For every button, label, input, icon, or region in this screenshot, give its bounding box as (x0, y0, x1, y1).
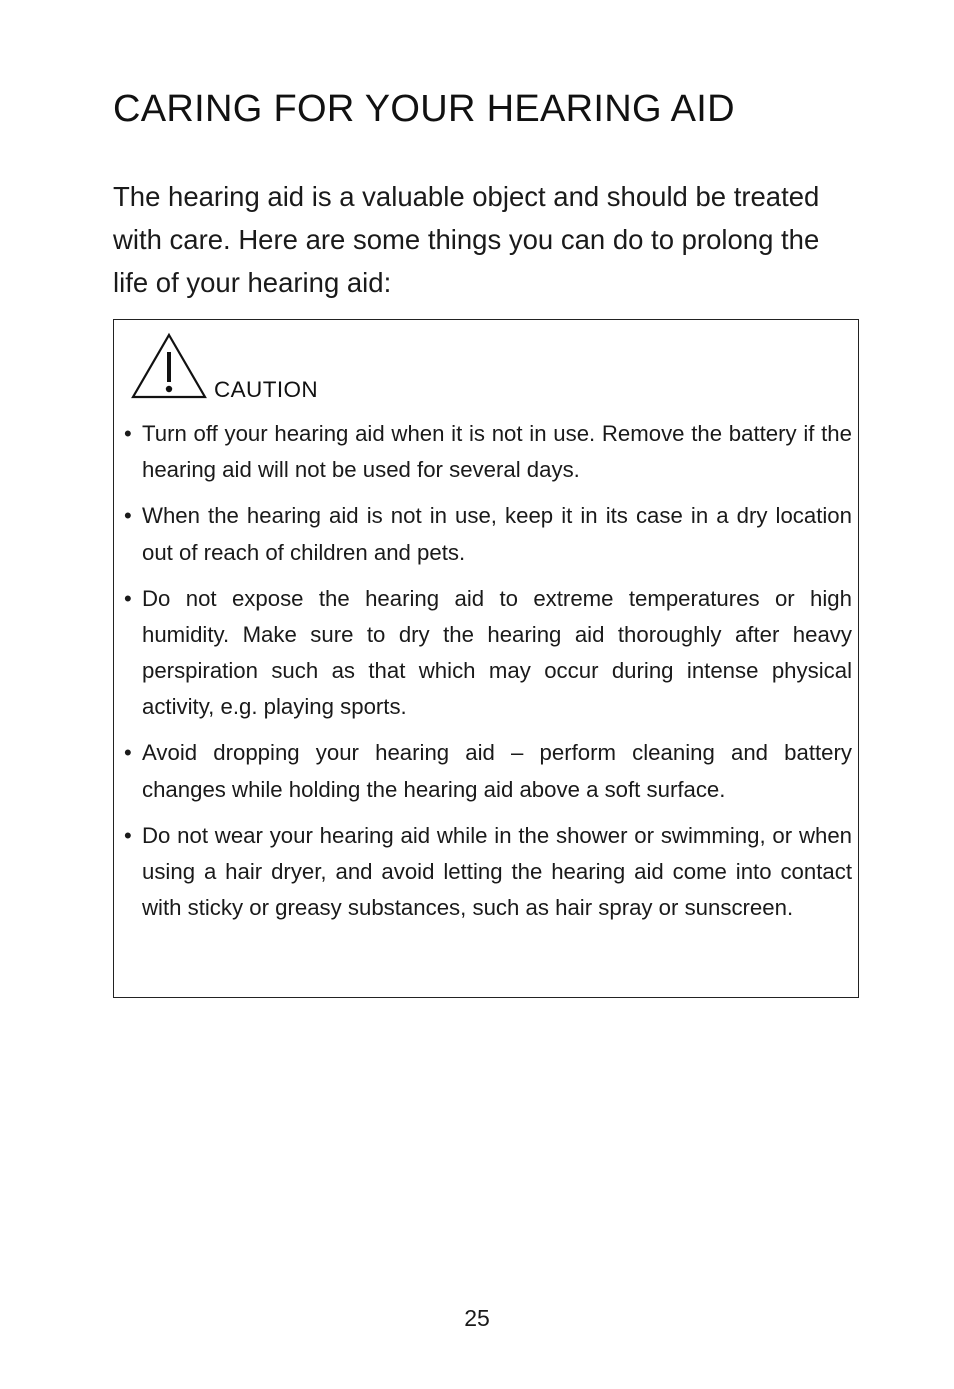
warning-triangle-icon (130, 332, 208, 400)
bullet: • (124, 503, 132, 529)
list-item (124, 498, 852, 571)
caution-box (113, 319, 859, 998)
bullet: • (124, 421, 132, 446)
bullet: • (124, 585, 132, 611)
list-item-text: Avoid dropping your hearing aid – perform cleaning and battery changes while holding the hearing aid above a soft surface. (142, 740, 852, 802)
list-item (124, 735, 852, 808)
caution-label: CAUTION (214, 377, 319, 402)
list-item-text: Turn off your hearing aid when it is not in use. Remove the battery if the hearing aid will not be used for several days. (142, 421, 852, 483)
bullet: • (124, 822, 132, 848)
intro-paragraph: The hearing aid is a valuable object and should be treated with care. Here are some things you can do to prolong the life of your hearing aid: (113, 181, 820, 298)
list-item-text: Do not expose the hearing aid to extreme temperatures or high humidity. Make sure to dry the hearing aid thoroughly after heavy perspiration such as that which may occur during intense physical activity, e.g. playing sports. (142, 585, 852, 720)
list-item (124, 581, 852, 726)
page-title: CARING FOR YOUR HEARING AID (113, 88, 735, 130)
caution-header (130, 332, 318, 400)
list-item (124, 416, 852, 489)
list-item (124, 818, 852, 927)
caution-list (124, 416, 852, 936)
page-number: 25 (464, 1305, 490, 1331)
list-item-text: When the hearing aid is not in use, keep it in its case in a dry location out of reach of children and pets. (142, 503, 852, 565)
bullet: • (124, 740, 132, 766)
list-item-text: Do not wear your hearing aid while in the shower or swimming, or when using a hair dryer, and avoid letting the hearing aid come into contact with sticky or greasy substances, such as hair spray or sunscreen. (142, 822, 852, 921)
